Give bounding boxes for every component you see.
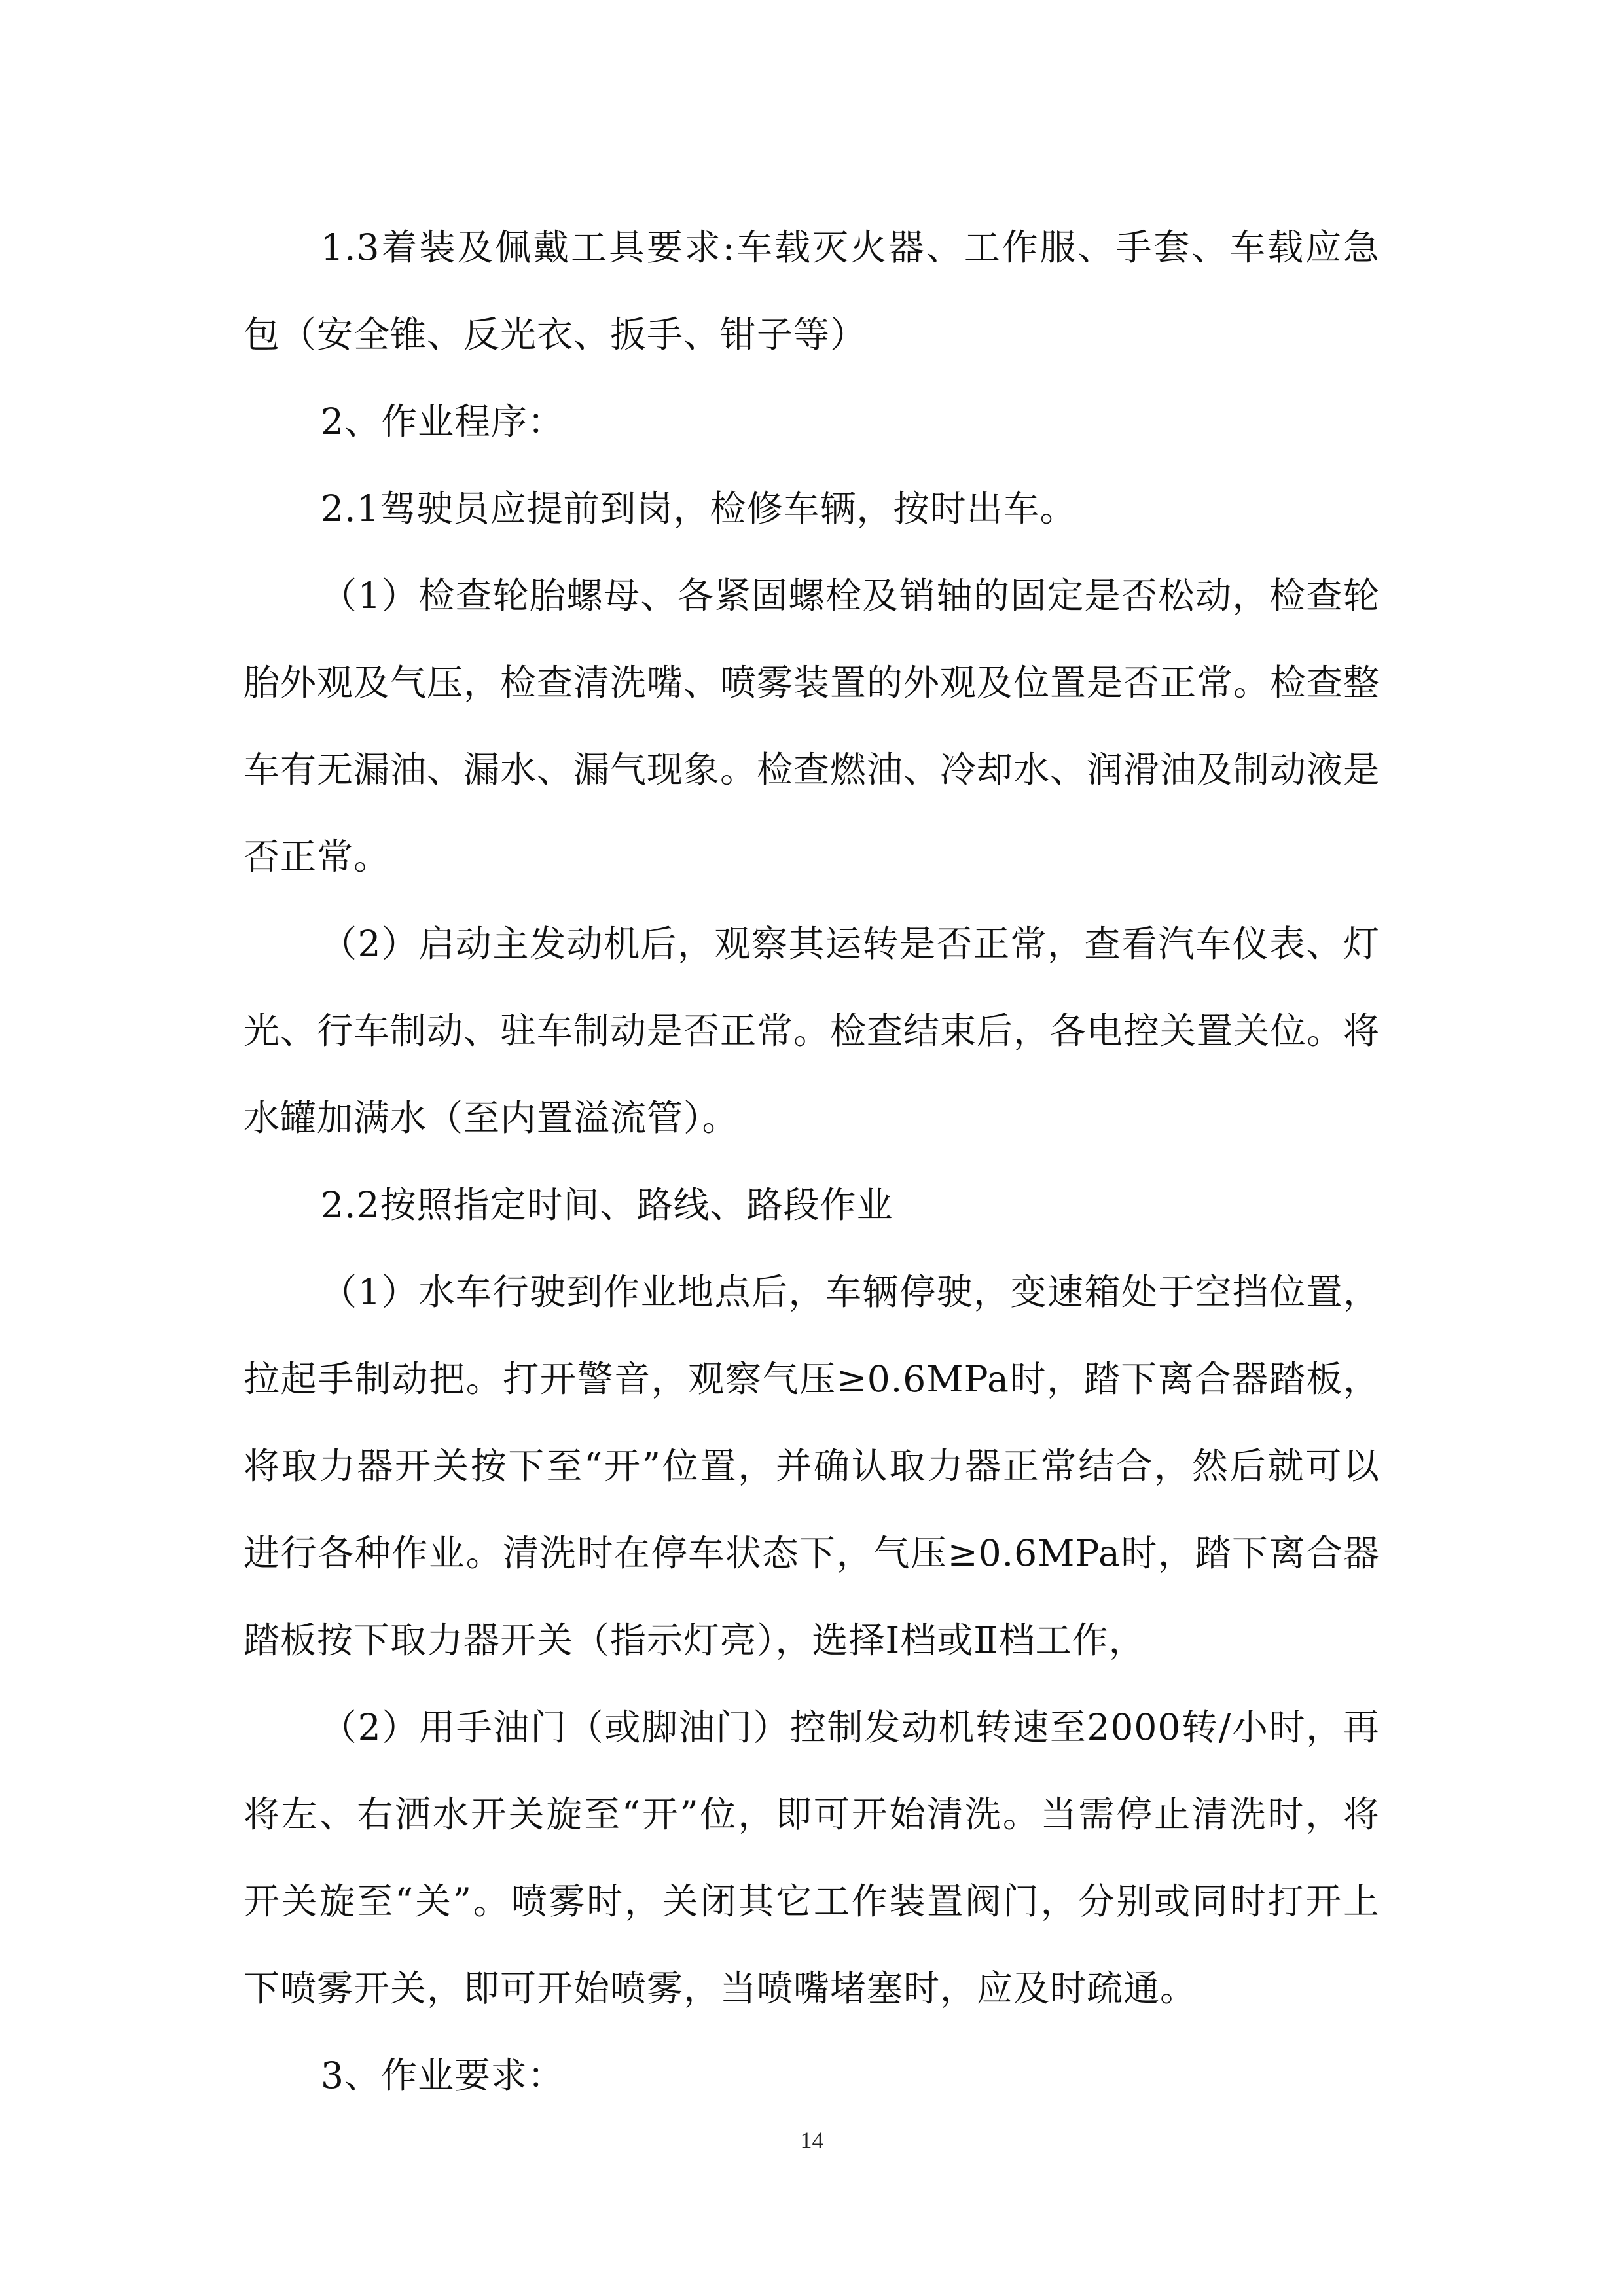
page-number: 14	[800, 2127, 824, 2153]
paragraph-driver-arrival: 2.1驾驶员应提前到岗，检修车辆，按时出车。	[321, 488, 1077, 529]
heading-work-procedure: 2、作业程序：	[321, 401, 564, 442]
document-body	[244, 204, 1380, 2119]
paragraph-water-truck-operation: （1）水车行驶到作业地点后，车辆停驶，变速箱处于空挡位置，拉起手制动把。打开警音，观察气压≥0.6MPa时，踏下离合器踏板，将取力器开关按下至“开”位置，并确认取力器正常结合，然后就可以进行各种作业。清洗时在停车状态下，气压≥0.6MPa时，踏下离合器踏板按下取力器开关（指示灯亮），选择Ⅰ档或Ⅱ档工作，	[244, 1271, 1380, 1661]
paragraph-dress-requirements: 1.3着装及佩戴工具要求:车载灭火器、工作服、手套、车载应急包（安全锥、反光衣、扳手、钳子等）	[244, 226, 1380, 355]
paragraph-scheduled-work: 2.2按照指定时间、路线、路段作业	[321, 1184, 893, 1226]
paragraph-vehicle-check: （1）检查轮胎螺母、各紧固螺栓及销轴的固定是否松动，检查轮胎外观及气压，检查清洗嘴、喷雾装置的外观及位置是否正常。检查整车有无漏油、漏水、漏气现象。检查燃油、冷却水、润滑油及制动液是否正常。	[244, 575, 1380, 878]
paragraph-cleaning-spraying: （2）用手油门（或脚油门）控制发动机转速至2000转/小时，再将左、右洒水开关旋至“开”位，即可开始清洗。当需停止清洗时，将开关旋至“关”。喷雾时，关闭其它工作装置阀门，分别或同时打开上下喷雾开关，即可开始喷雾，当喷嘴堵塞时，应及时疏通。	[244, 1706, 1380, 2009]
paragraph-engine-start: （2）启动主发动机后，观察其运转是否正常，查看汽车仪表、灯光、行车制动、驻车制动是否正常。检查结束后，各电控关置关位。将水罐加满水（至内置溢流管）。	[244, 923, 1380, 1139]
heading-work-requirements: 3、作业要求：	[321, 2054, 564, 2096]
